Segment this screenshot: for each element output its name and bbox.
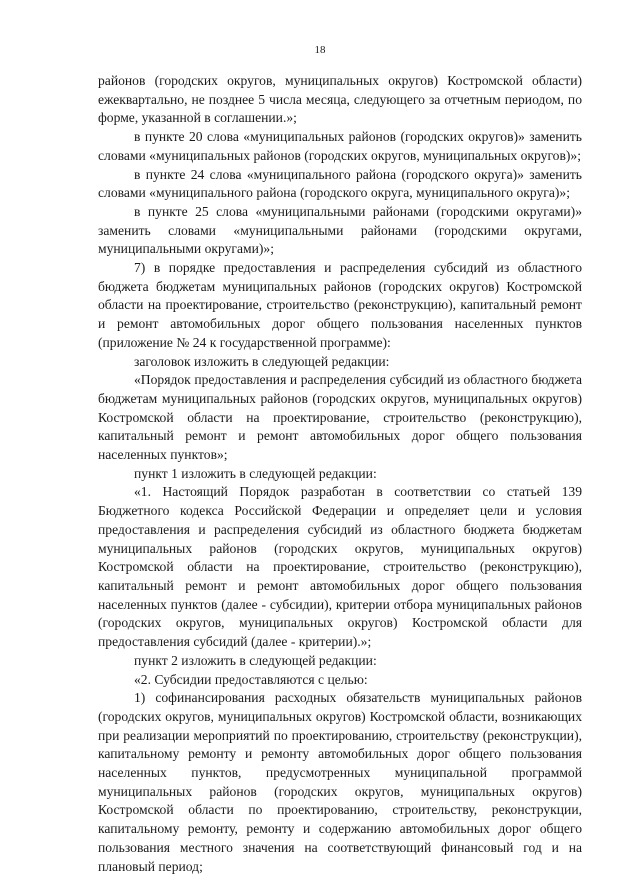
paragraph: пункт 2 изложить в следующей редакции: <box>134 652 377 668</box>
paragraph: в пункте 24 слова «муниципального района (городского округа)» заменить словами «муниципального района (городского округа, муниципального округа)»; <box>98 166 582 201</box>
paragraph: 1) софинансирования расходных обязательств муниципальных районов (городских округов, муниципальных округов) Костромской области, возникающих при реализации мероприятий по проектированию, строительству (реконструкции), капитальному ремонту и ремонту автомобильных дорог общего пользования населенных пунктов, предусмотренных муниципальной программой муниципальных районов (городских округов, муниципальных округов) Костромской области по проектированию, строительству, реконструкции, капитальному ремонту, ремонту и содержанию автомобильных дорог общего пользования местного значения на соответствующий финансовый год и на плановый период; <box>98 690 582 874</box>
paragraph: «1. Настоящий Порядок разработан в соответствии со статьей 139 Бюджетного кодекса Российской Федерации и определяет цели и условия предоставления и распределения субсидий из областного бюджета бюджетам муниципальных районов (городских округов, муниципальных округов) Костромской области на проектирование, строительство (реконструкцию), капитальный ремонт и ремонт автомобильных дорог общего пользования населенных пунктов (далее - субсидии), критерии отбора муниципальных районов (городских округов, муниципальных округов) Костромской области для предоставления субсидий (далее - критерии).»; <box>98 484 582 650</box>
paragraph: 7) в порядке предоставления и распределения субсидий из областного бюджета бюджетам муниципальных районов (городских округов) Костромской области на проектирование, строительство (реконструкцию), капитальный ремонт и ремонт автомобильных дорог общего пользования населенных пунктов (приложение № 24 к государственной программе): <box>98 260 582 350</box>
paragraph: в пункте 20 слова «муниципальных районов (городских округов)» заменить словами «муниципальных районов (городских округов, муниципальных округов)»; <box>98 129 582 163</box>
paragraph: пункт 1 изложить в следующей редакции: <box>134 465 377 481</box>
paragraph: заголовок изложить в следующей редакции: <box>134 353 390 369</box>
page-number: 18 <box>314 44 326 56</box>
paragraph: «Порядок предоставления и распределения субсидий из областного бюджета бюджетам муниципальных районов (городских округов, муниципальных округов) Костромской области на проектирование, строительство (реконструкцию), капитальный ремонт и ремонт автомобильных дорог общего пользования населенных пунктов»; <box>98 372 582 463</box>
paragraph: «2. Субсидии предоставляются с целью: <box>134 671 368 687</box>
paragraph: в пункте 25 слова «муниципальными районами (городскими округами)» заменить словами «муниципальными районами (городскими округами, муниципальными округами)»; <box>98 203 582 257</box>
document-body <box>98 72 582 876</box>
paragraph: районов (городских округов, муниципальных округов) Костромской области) ежеквартально, не позднее 5 числа месяца, следующего за отчетным периодом, по форме, указанной в соглашении.»; <box>98 73 582 126</box>
